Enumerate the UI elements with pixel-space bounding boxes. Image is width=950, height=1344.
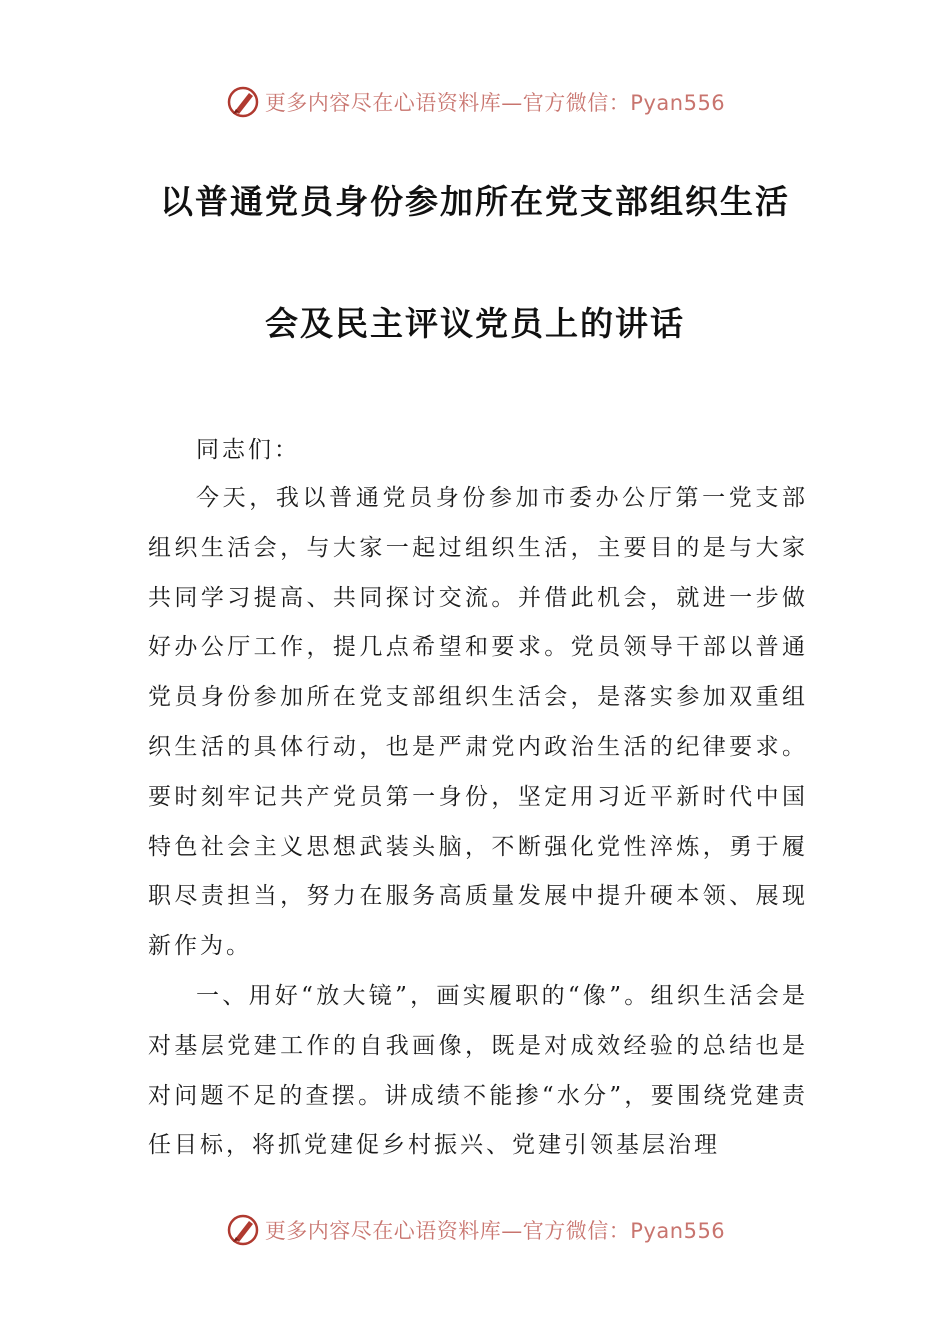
- greeting: 同志们：: [196, 437, 300, 463]
- page-title-line1: 以普通党员身份参加所在党支部组织生活: [160, 182, 790, 221]
- pen-logo-icon: [225, 1212, 261, 1248]
- watermark-text: 更多内容尽在心语资料库—官方微信：Pyan556: [264, 91, 726, 115]
- watermark-banner-top: [0, 82, 950, 122]
- speech-body: [148, 474, 808, 1171]
- paragraph-section-one: 一、用好“放大镜”，画实履职的“像”。组织生活会是对基层党建工作的自我画像，既是对成效经验的总结也是对问题不足的查摆。讲成绩不能掺“水分”，要围绕党建责任目标，将抓党建促乡村振兴、党建引领基层治理: [148, 982, 808, 1159]
- watermark-text: 更多内容尽在心语资料库—官方微信：Pyan556: [264, 1219, 726, 1243]
- paragraph-intro: 今天，我以普通党员身份参加市委办公厅第一党支部组织生活会，与大家一起过组织生活，主要目的是与大家共同学习提高、共同探讨交流。并借此机会，就进一步做好办公厅工作，提几点希望和要求。党员领导干部以普通党员身份参加所在党支部组织生活会，是落实参加双重组织生活的具体行动，也是严肃党内政治生活的纪律要求。要时刻牢记共产党员第一身份，坚定用习近平新时代中国特色社会主义思想武装头脑，不断强化党性淬炼，勇于履职尽责担当，努力在服务高质量发展中提升硬本领、展现新作为。: [148, 485, 808, 960]
- watermark-banner-bottom: [0, 1210, 950, 1250]
- page-title-line2: 会及民主评议党员上的讲话: [265, 304, 685, 343]
- pen-logo-icon: [225, 84, 261, 120]
